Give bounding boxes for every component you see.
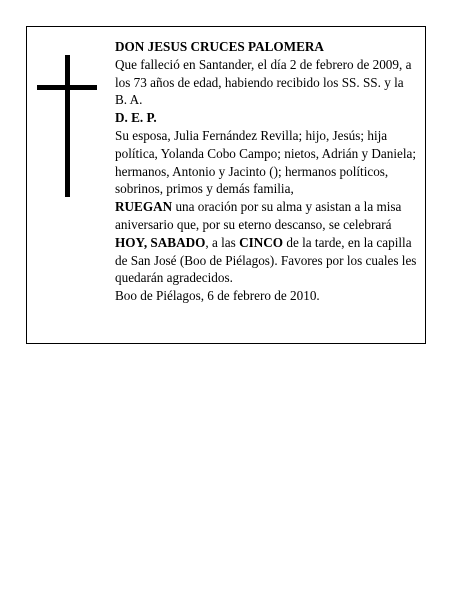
cross-icon [37, 55, 97, 197]
day-label: HOY, SABADO [115, 234, 206, 250]
request-paragraph [115, 198, 419, 287]
death-info: Que falleció en Santander, el día 2 de febrero de 2009, a los 73 años de edad, habiendo recibido los SS. SS. y la B. A. [115, 56, 412, 108]
deceased-name: DON JESUS CRUCES PALOMERA [115, 39, 324, 54]
request-text-3: de la tarde, en la capilla de San José (Boo de Piélagos). Favores por los cuales les quedarán agradecidos. [115, 234, 417, 286]
obituary-text [115, 38, 419, 305]
hour-label: CINCO [239, 234, 284, 250]
obituary-notice [26, 26, 426, 344]
request-text-1: una oración por su alma y asistan a la misa aniversario que, por su eterno descanso, se celebrará [115, 199, 402, 232]
place-date: Boo de Piélagos, 6 de febrero de 2010. [115, 288, 320, 304]
request-text-2: , a las [205, 234, 240, 250]
family-list: Su esposa, Julia Fernández Revilla; hijo, Jesús; hija política, Yolanda Cobo Campo; nietos, Adrián y Daniela; hermanos, Antonio y Jacinto (); hermanos políticos, sobrinos, primos y demás familia, [115, 127, 417, 197]
rip-label: D. E. P. [115, 110, 157, 126]
ruegan-label: RUEGAN [115, 199, 173, 215]
